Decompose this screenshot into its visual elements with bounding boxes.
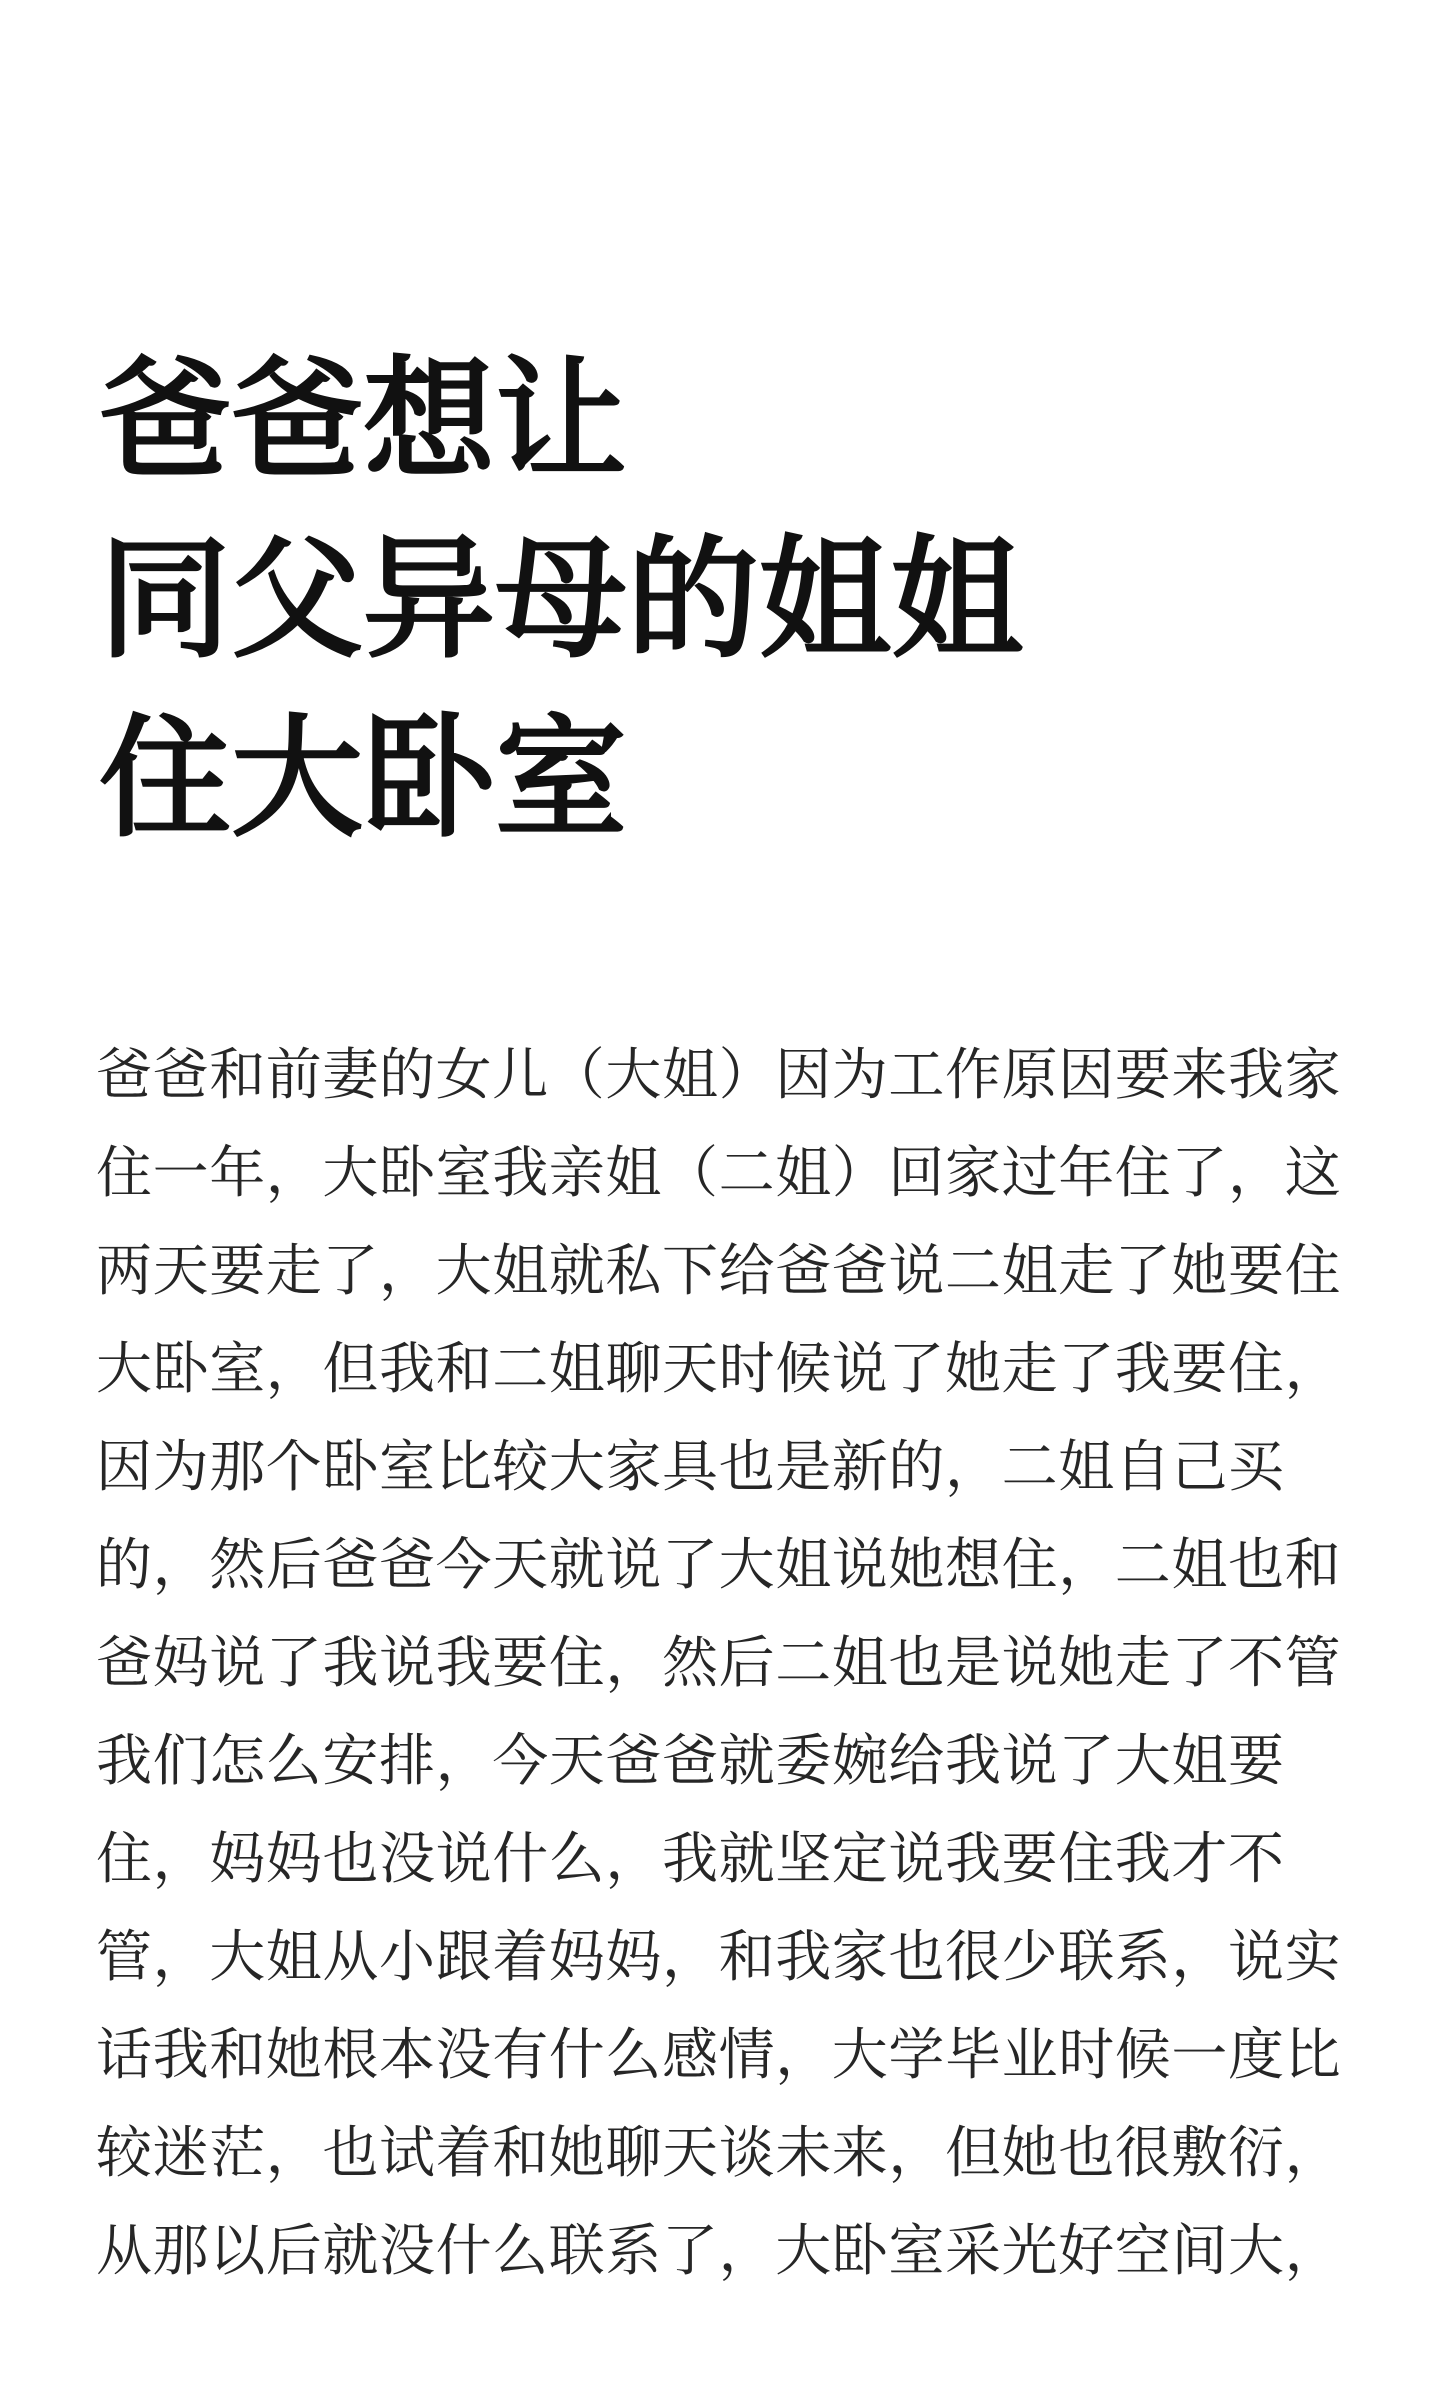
body-line: 较迷茫，也试着和她聊天谈未来，但她也很敷衍， xyxy=(96,2121,1342,2186)
body-line: 话我和她根本没有什么感情，大学毕业时候一度比 xyxy=(96,2023,1342,2088)
title-line-3: 住大卧室 xyxy=(99,702,627,856)
body-line: 爸爸和前妻的女儿（大姐）因为工作原因要来我家 xyxy=(96,1043,1342,1108)
body-line: 从那以后就没什么联系了，大卧室采光好空间大， xyxy=(96,2219,1342,2284)
body-line: 因为那个卧室比较大家具也是新的，二姐自己买 xyxy=(96,1435,1285,1500)
article-body xyxy=(96,1027,1356,2301)
article-title xyxy=(99,332,1299,869)
title-line-1: 爸爸想让 xyxy=(99,344,627,498)
body-line: 两天要走了，大姐就私下给爸爸说二姐走了她要住 xyxy=(96,1239,1342,1304)
body-line: 住，妈妈也没说什么，我就坚定说我要住我才不 xyxy=(96,1827,1285,1892)
body-line: 的，然后爸爸今天就说了大姐说她想住，二姐也和 xyxy=(96,1533,1342,1598)
body-line: 大卧室，但我和二姐聊天时候说了她走了我要住， xyxy=(96,1337,1342,1402)
title-line-2: 同父异母的姐姐 xyxy=(99,523,1023,677)
body-line: 爸妈说了我说我要住，然后二姐也是说她走了不管 xyxy=(96,1631,1342,1696)
body-line: 我们怎么安排，今天爸爸就委婉给我说了大姐要 xyxy=(96,1729,1285,1794)
body-line: 管，大姐从小跟着妈妈，和我家也很少联系，说实 xyxy=(96,1925,1342,1990)
body-line: 住一年，大卧室我亲姐（二姐）回家过年住了，这 xyxy=(96,1141,1342,1206)
